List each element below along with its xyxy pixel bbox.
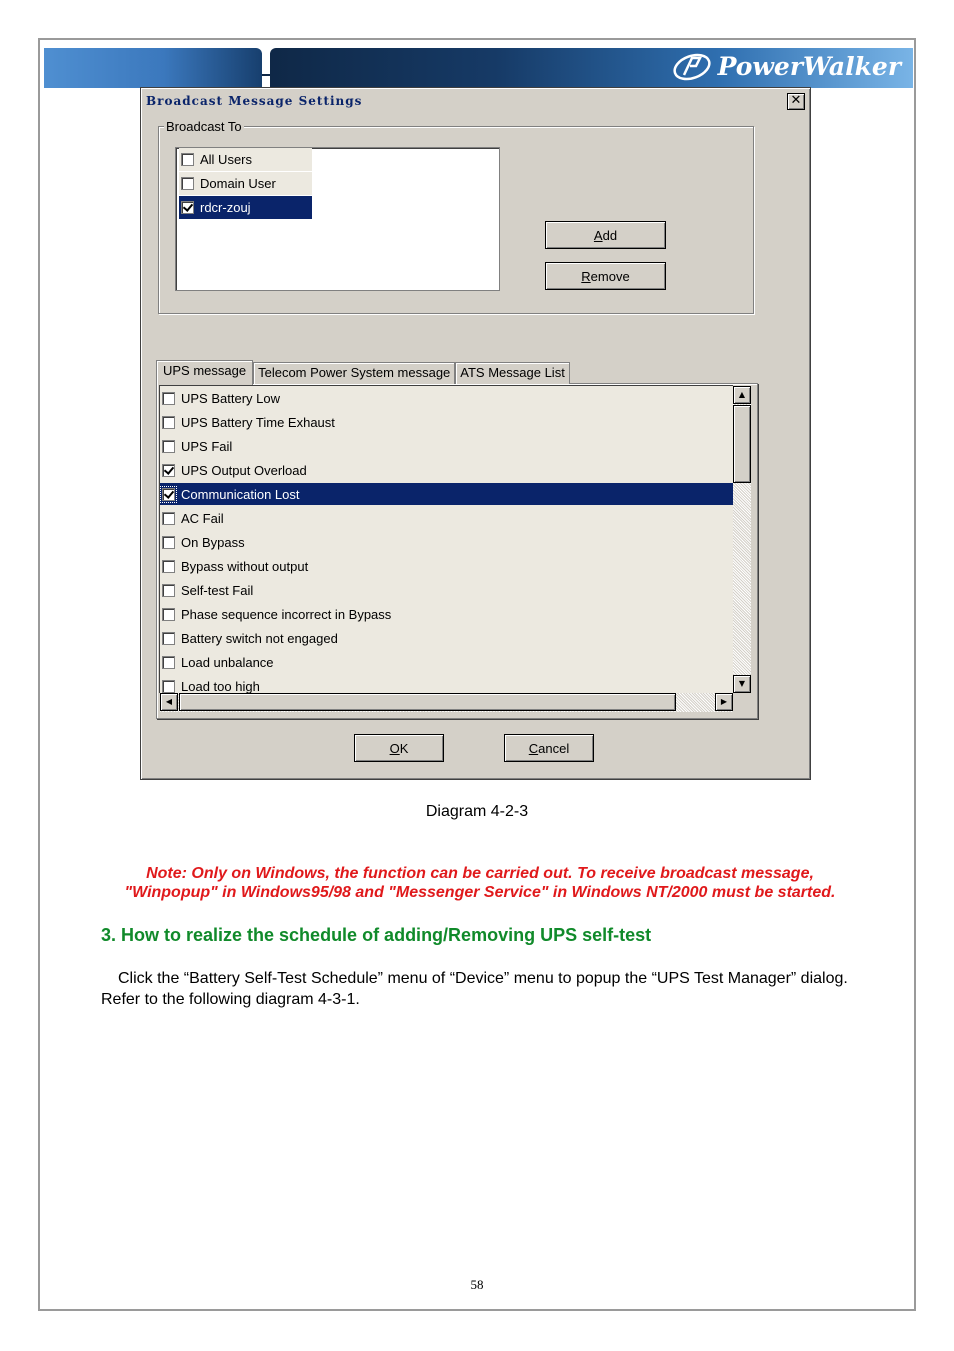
checkbox[interactable] — [162, 440, 175, 453]
horizontal-scroll-thumb[interactable] — [179, 693, 676, 711]
message-row[interactable] — [160, 531, 733, 553]
close-button[interactable] — [787, 93, 805, 110]
message-label: UPS Battery Low — [181, 390, 280, 406]
header-left-panel — [44, 48, 262, 88]
powerwalker-logo-icon — [670, 53, 714, 81]
message-label: Load unbalance — [181, 654, 274, 670]
message-label: UPS Fail — [181, 438, 233, 454]
message-row[interactable] — [160, 507, 733, 529]
section-heading: 3. How to realize the schedule of adding/Removing UPS self-test — [101, 925, 652, 945]
recipient-item[interactable] — [179, 148, 312, 171]
scroll-left-icon[interactable]: ◀ — [160, 693, 178, 711]
tab-ats-message-list[interactable]: ATS Message List — [455, 362, 570, 384]
checkbox[interactable] — [162, 656, 175, 669]
scroll-up-icon[interactable]: ▲ — [733, 386, 751, 404]
logo-wordmark: PowerWalker — [717, 52, 901, 81]
remove-label: emove — [590, 268, 630, 284]
message-label: Self-test Fail — [181, 582, 254, 598]
checkbox-checked[interactable] — [162, 464, 175, 477]
dialog-titlebar[interactable] — [144, 91, 807, 112]
checkbox-checked[interactable] — [162, 488, 175, 501]
page-number: 58 — [470, 1277, 484, 1292]
message-label: On Bypass — [181, 534, 245, 550]
message-row[interactable] — [160, 603, 733, 625]
message-tabs — [156, 360, 570, 384]
vertical-scroll-thumb[interactable] — [733, 405, 751, 483]
message-label: AC Fail — [181, 510, 224, 526]
add-mnemonic: A — [593, 227, 603, 243]
checkbox[interactable] — [162, 392, 175, 405]
message-label: Battery switch not engaged — [181, 630, 338, 646]
cancel-mnemonic: C — [528, 740, 539, 756]
checkbox[interactable] — [162, 560, 175, 573]
close-icon: ✕ — [790, 93, 802, 108]
message-label: Load too high — [181, 678, 260, 693]
ok-button[interactable] — [354, 734, 444, 762]
diagram-caption: Diagram 4-2-3 — [425, 803, 529, 820]
recipient-list[interactable] — [175, 147, 500, 291]
horizontal-scrollbar[interactable] — [160, 693, 733, 712]
ok-mnemonic: O — [389, 740, 400, 756]
message-row[interactable] — [160, 675, 733, 693]
broadcast-to-label: Broadcast To — [166, 119, 242, 134]
message-row[interactable] — [160, 411, 733, 433]
add-button[interactable] — [545, 221, 666, 249]
message-label: Phase sequence incorrect in Bypass — [181, 606, 392, 622]
checkbox-checked[interactable] — [181, 201, 194, 214]
message-row[interactable] — [160, 579, 733, 601]
checkbox[interactable] — [162, 632, 175, 645]
checkbox[interactable] — [162, 584, 175, 597]
message-row[interactable] — [160, 555, 733, 577]
recipient-item[interactable] — [179, 172, 312, 195]
powerwalker-logo — [670, 52, 901, 81]
vertical-scrollbar[interactable] — [733, 386, 751, 693]
scroll-down-icon[interactable]: ▼ — [733, 675, 751, 693]
header-divider — [262, 74, 270, 76]
scroll-right-icon[interactable]: ▶ — [715, 693, 733, 711]
message-label: UPS Battery Time Exhaust — [181, 414, 335, 430]
note-line: Note: Only on Windows, the function can be carried out. To receive broadcast message, — [146, 865, 814, 882]
cancel-button[interactable] — [504, 734, 594, 762]
message-row[interactable] — [160, 651, 733, 673]
tab-ups-message[interactable]: UPS message — [156, 360, 253, 385]
scrollbar-corner — [733, 693, 751, 712]
dialog-title: Broadcast Message Settings — [146, 94, 363, 108]
checkbox[interactable] — [162, 416, 175, 429]
remove-button[interactable] — [545, 262, 666, 290]
checkbox[interactable] — [162, 608, 175, 621]
header-banner — [44, 48, 913, 88]
recipient-label: rdcr-zouj — [200, 200, 251, 215]
message-label: UPS Output Overload — [181, 462, 307, 478]
recipient-item[interactable] — [179, 196, 312, 219]
message-row[interactable] — [160, 387, 733, 409]
recipient-label: All Users — [200, 152, 253, 167]
checkbox[interactable] — [162, 536, 175, 549]
recipient-label: Domain User — [200, 176, 276, 191]
message-row[interactable] — [160, 627, 733, 649]
ok-label: K — [399, 740, 409, 756]
message-row-selected[interactable] — [160, 483, 733, 505]
remove-mnemonic: R — [581, 268, 591, 284]
checkbox[interactable] — [162, 680, 175, 693]
message-row[interactable] — [160, 435, 733, 457]
checkbox[interactable] — [181, 153, 194, 166]
message-label: Communication Lost — [181, 486, 300, 502]
checkbox[interactable] — [162, 512, 175, 525]
cancel-label: ancel — [538, 740, 570, 756]
body-paragraph: Click the “Battery Self-Test Schedule” menu of “Device” menu to popup the “UPS Test Manager” dialog. Refer to the following diagram 4-3-1. — [101, 970, 848, 1008]
windows-note — [100, 864, 860, 902]
note-line: "Winpopup" in Windows95/98 and "Messenger Service" in Windows NT/2000 must be started. — [124, 884, 836, 901]
ups-message-list[interactable] — [159, 385, 733, 693]
add-label: dd — [602, 227, 618, 243]
checkbox[interactable] — [181, 177, 194, 190]
tab-telecom-power-system-message[interactable]: Telecom Power System message — [253, 362, 455, 384]
message-row[interactable] — [160, 459, 733, 481]
message-label: Bypass without output — [181, 558, 309, 574]
